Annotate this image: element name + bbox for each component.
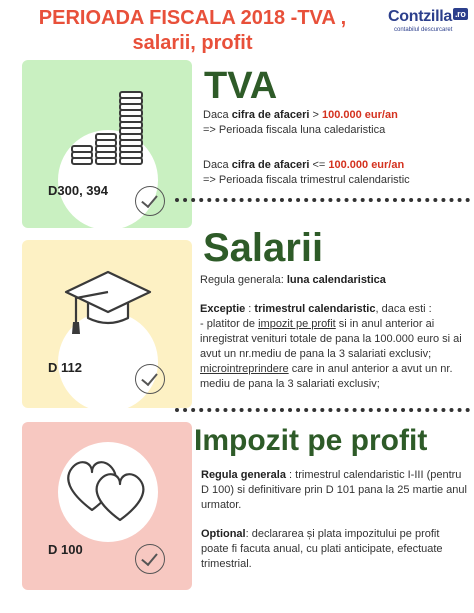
salarii-exc-value: trimestrul calendaristic bbox=[254, 303, 376, 315]
profit-panel bbox=[22, 422, 192, 590]
salarii-rule-label: Regula generala: bbox=[200, 274, 287, 286]
tva-rule2-op: <= bbox=[309, 159, 329, 171]
tva-check-icon bbox=[135, 186, 165, 216]
profit-optional bbox=[201, 527, 467, 572]
salarii-exc-sep: : bbox=[245, 303, 255, 315]
salarii-exc-tail: , daca esti : bbox=[375, 303, 432, 315]
salarii-exception bbox=[200, 302, 472, 392]
logo-brand-text: Contzilla bbox=[388, 8, 452, 25]
salarii-dotted-divider bbox=[175, 408, 470, 412]
salarii-item1-text: si in anul anterior ai inregistrat venituri totale de pana la 100.000 euro si ai avut un nr.mediu de pana la 3 salariati exclusiv; bbox=[200, 318, 462, 360]
profit-heading: Impozit pe profit bbox=[194, 424, 428, 457]
salarii-item1-underlined: impozit pe profit bbox=[258, 318, 336, 330]
tva-dotted-divider bbox=[175, 198, 470, 202]
tva-rule1-prefix: Daca bbox=[203, 109, 232, 121]
tva-rule-1 bbox=[203, 108, 471, 138]
profit-opt-text: : declararea și plata impozitului pe profit poate fi facuta anual, cu plati anticipate, efectuate trimestrial. bbox=[201, 528, 443, 570]
profit-check-icon bbox=[135, 544, 165, 574]
tva-rule1-result: => Perioada fiscala luna caledaristica bbox=[203, 124, 386, 136]
profit-opt-label: Optional bbox=[201, 528, 246, 540]
tva-rule1-value: 100.000 eur/an bbox=[321, 109, 398, 121]
salarii-general-rule bbox=[200, 273, 472, 288]
tva-rule1-op: > bbox=[309, 109, 322, 121]
salarii-item1-prefix: - platitor de bbox=[200, 318, 259, 330]
hearts-icon bbox=[62, 450, 154, 524]
contzilla-logo[interactable] bbox=[388, 8, 472, 34]
salarii-rule-value: luna calendaristica bbox=[286, 274, 386, 286]
graduation-cap-icon bbox=[62, 262, 154, 342]
salarii-panel bbox=[22, 240, 192, 408]
logo-brand bbox=[388, 8, 472, 26]
title-line-1: PERIOADA FISCALA 2018 -TVA , bbox=[38, 7, 347, 29]
tva-heading: TVA bbox=[204, 65, 278, 107]
logo-badge: .ro bbox=[454, 9, 466, 19]
salarii-declaration-code: D 112 bbox=[48, 360, 82, 375]
coin-stacks-icon bbox=[68, 90, 148, 168]
tva-rule-2 bbox=[203, 158, 471, 188]
tva-rule2-result: => Perioada fiscala trimestrul calendaristic bbox=[203, 174, 410, 186]
salarii-item2-text: care in anul anterior a avut un nr. mediu de pana la 3 salariati exclusiv; bbox=[200, 363, 453, 390]
salarii-check-icon bbox=[135, 364, 165, 394]
profit-rule-label: Regula generala bbox=[201, 469, 286, 481]
profit-declaration-code: D 100 bbox=[48, 542, 83, 557]
tva-rule2-value: 100.000 eur/an bbox=[328, 159, 405, 171]
profit-rule-text: : trimestrul calendaristic I-III (pentru D 100) si definitivare prin D 101 pana la 25 martie anul urmator. bbox=[201, 469, 467, 511]
tva-rule2-bold: cifra de afaceri bbox=[231, 159, 310, 171]
title-line-2: salarii, profit bbox=[132, 32, 253, 54]
profit-general-rule bbox=[201, 468, 467, 513]
logo-tagline: contabilul descurcaret bbox=[394, 27, 453, 33]
tva-rule1-bold: cifra de afaceri bbox=[231, 109, 310, 121]
tva-rule2-prefix: Daca bbox=[203, 159, 232, 171]
salarii-exc-label: Exceptie bbox=[200, 303, 246, 315]
salarii-heading: Salarii bbox=[203, 226, 324, 270]
tva-panel bbox=[22, 60, 192, 228]
salarii-item2-underlined: microintreprindere bbox=[200, 363, 289, 375]
page-title bbox=[0, 6, 385, 56]
tva-declaration-code: D300, 394 bbox=[48, 183, 108, 198]
